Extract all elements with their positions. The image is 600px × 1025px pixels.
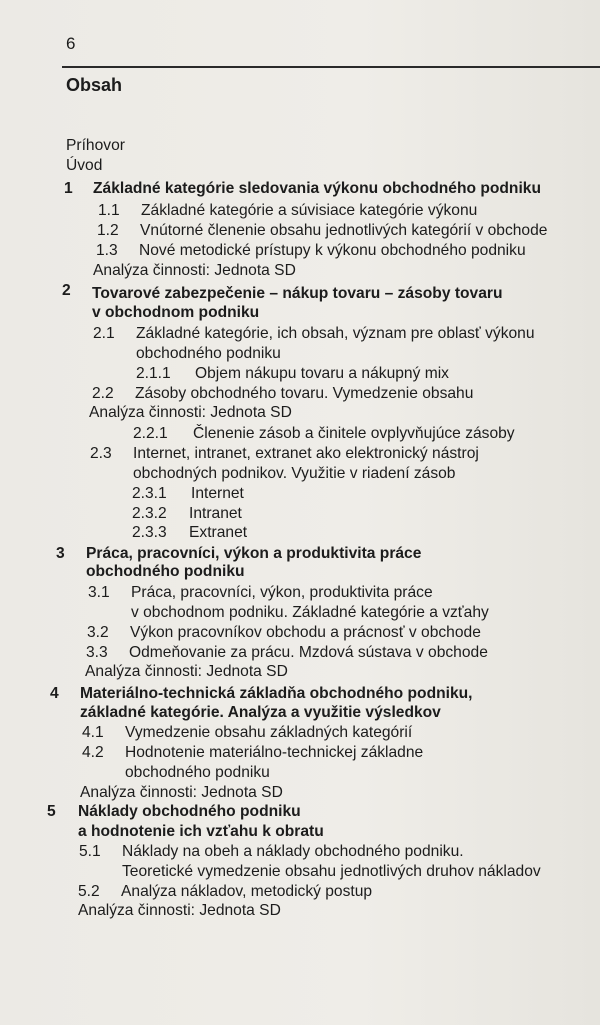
page-number: 6 (66, 34, 76, 53)
toc-section-number: 2.2 (92, 385, 114, 402)
toc-section-number: 5.1 (79, 843, 101, 860)
toc-subsection-title: Objem nákupu tovaru a nákupný mix (195, 365, 449, 382)
toc-section-title: Nové metodické prístupy k výkonu obchodného podniku (139, 242, 526, 259)
toc-subsection-title: Internet (191, 485, 244, 502)
toc-section-title: Základné kategórie a súvisiace kategórie výkonu (141, 202, 478, 219)
toc-subsection-number: 2.3.2 (132, 505, 167, 522)
toc-section-title: Práca, pracovníci, výkon, produktivita práce (131, 584, 433, 601)
toc-section-number: 3.1 (88, 584, 110, 601)
toc-chapter-2-number: 2 (62, 282, 71, 299)
toc-section-title: Náklady na obeh a náklady obchodného podniku. (122, 843, 464, 860)
toc-section-number: 1.1 (98, 202, 120, 219)
toc-section-number: 2.1 (93, 325, 115, 342)
toc-subsection-number: 2.3.1 (132, 485, 167, 502)
toc-chapter-1-title: Základné kategórie sledovania výkonu obchodného podniku (93, 180, 541, 197)
toc-section-title: Výkon pracovníkov obchodu a prácnosť v obchode (130, 624, 481, 641)
toc-subsection-number: 2.1.1 (136, 365, 171, 382)
page-title: Obsah (66, 75, 123, 95)
toc-chapter-4-title: Materiálno-technická základňa obchodného podniku, (80, 685, 473, 702)
toc-section-number: 1.3 (96, 242, 118, 259)
toc-subsection-title: Členenie zásob a činitele ovplyvňujúce zásoby (193, 425, 515, 442)
toc-section-number: 2.3 (90, 445, 112, 462)
toc-chapter-3-title-cont: obchodného podniku (86, 563, 245, 580)
toc-chapter-3-title: Práca, pracovníci, výkon a produktivita práce (86, 545, 422, 562)
toc-section-number: 1.2 (97, 222, 119, 239)
toc-section-title: Zásoby obchodného tovaru. Vymedzenie obsahu (135, 385, 474, 402)
toc-section-number: 5.2 (78, 883, 100, 900)
toc-analysis-entry: Analýza činnosti: Jednota SD (93, 262, 296, 279)
toc-section-title: Odmeňovanie za prácu. Mzdová sústava v obchode (129, 644, 488, 661)
toc-section-title: Internet, intranet, extranet ako elektronický nástroj (133, 445, 479, 462)
toc-chapter-5-title: Náklady obchodného podniku (78, 803, 301, 820)
toc-section-title: Základné kategórie, ich obsah, význam pre oblasť výkonu (136, 325, 535, 342)
toc-section-title: Vnútorné členenie obsahu jednotlivých kategórií v obchode (140, 222, 548, 239)
toc-analysis-entry: Analýza činnosti: Jednota SD (80, 784, 283, 801)
toc-section-number: 3.2 (87, 624, 109, 641)
toc-section-title-cont: obchodného podniku (125, 764, 270, 781)
toc-chapter-4-title-cont: základné kategórie. Analýza a využitie výsledkov (80, 704, 441, 721)
toc-subsection-number: 2.2.1 (133, 425, 168, 442)
toc-section-title: Hodnotenie materiálno-technickej základne (125, 744, 424, 761)
toc-section-title-cont: Teoretické vymedzenie obsahu jednotlivých druhov nákladov (122, 863, 541, 880)
toc-chapter-2-title: Tovarové zabezpečenie – nákup tovaru – zásoby tovaru (92, 285, 503, 302)
toc-entry-uvod: Úvod (66, 157, 103, 174)
toc-section-number: 4.2 (82, 744, 104, 761)
toc-chapter-5-number: 5 (47, 803, 56, 820)
toc-section-title-cont: obchodného podniku (136, 345, 281, 362)
toc-section-number: 3.3 (86, 644, 108, 661)
toc-chapter-2-title-cont: v obchodnom podniku (92, 304, 260, 321)
toc-analysis-entry: Analýza činnosti: Jednota SD (89, 404, 292, 421)
toc-section-title-cont: v obchodnom podniku. Základné kategórie a vzťahy (131, 604, 489, 621)
toc-chapter-1-number: 1 (64, 180, 73, 197)
toc-subsection-title: Intranet (189, 505, 242, 522)
toc-analysis-entry: Analýza činnosti: Jednota SD (78, 902, 281, 919)
toc-section-title: Vymedzenie obsahu základných kategórií (125, 724, 413, 741)
toc-section-title-cont: obchodných podnikov. Využitie v riadení zásob (133, 465, 456, 482)
toc-section-number: 4.1 (82, 724, 104, 741)
toc-entry-prihovor: Príhovor (66, 137, 125, 154)
toc-subsection-title: Extranet (189, 524, 248, 541)
toc-subsection-number: 2.3.3 (132, 524, 167, 541)
toc-chapter-4-number: 4 (50, 685, 59, 702)
toc-analysis-entry: Analýza činnosti: Jednota SD (85, 663, 288, 680)
toc-section-title: Analýza nákladov, metodický postup (121, 883, 373, 900)
toc-chapter-5-title-cont: a hodnotenie ich vzťahu k obratu (78, 823, 324, 840)
toc-chapter-3-number: 3 (56, 545, 65, 562)
